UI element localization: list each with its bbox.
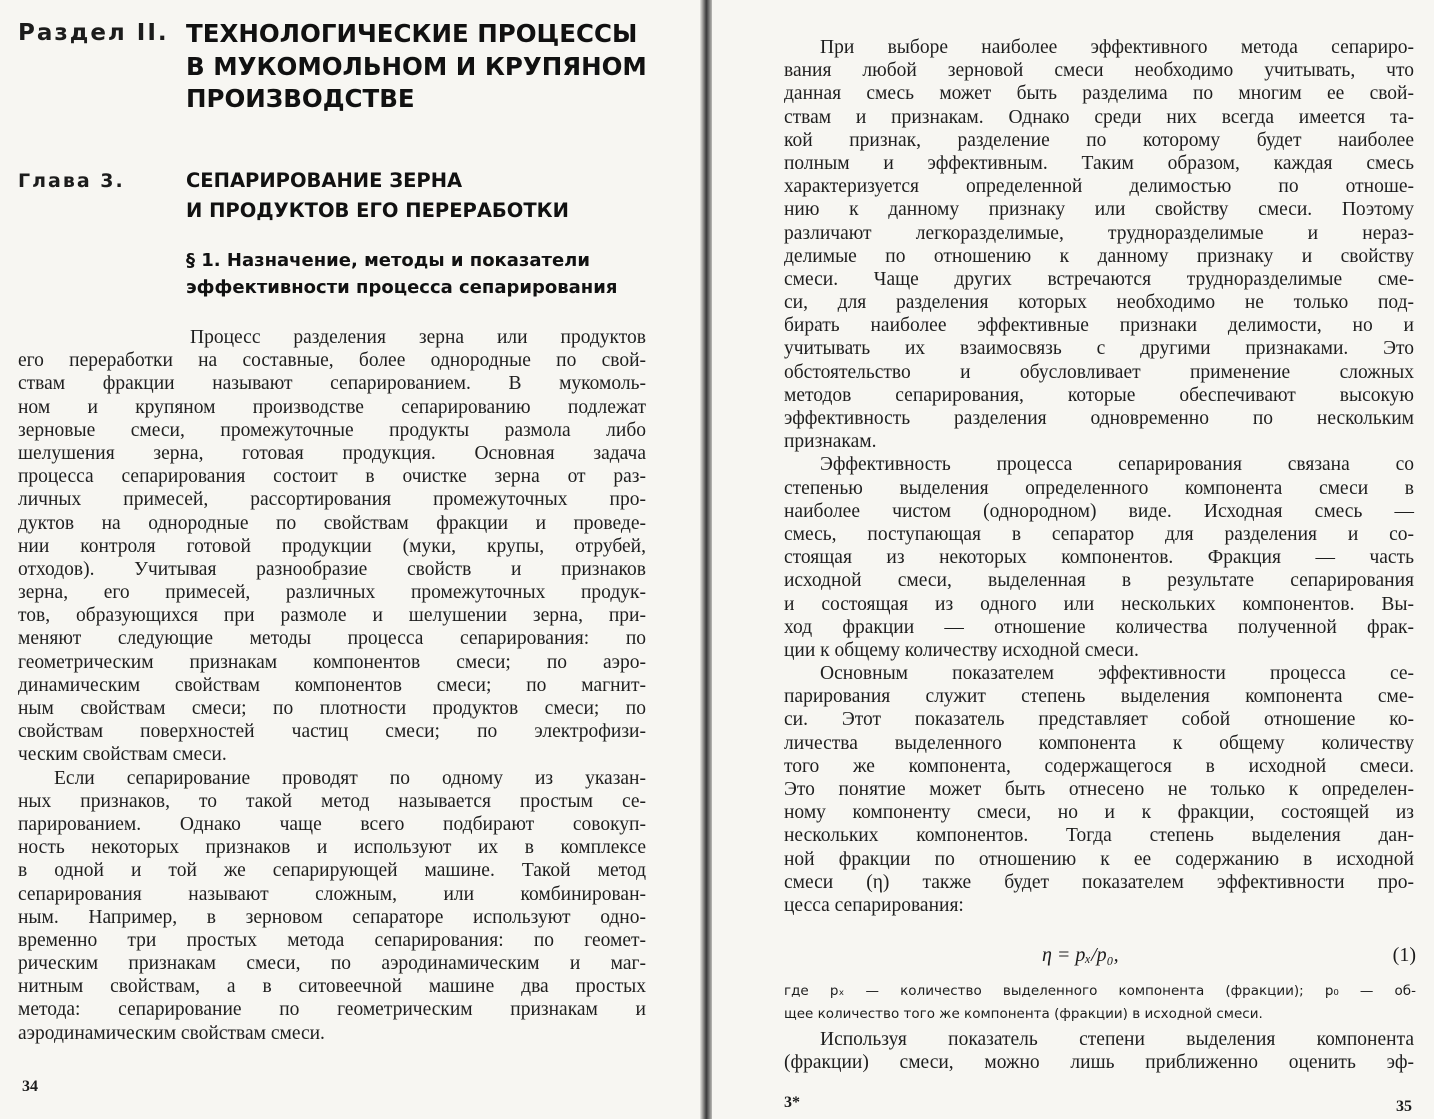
text-line: учитывать их взаимосвязь с другими признаками. Это — [784, 338, 1414, 360]
text-line: парирования служит степень выделения компонента сме- — [784, 686, 1414, 708]
footnote-line: где pₓ — количество выделенного компонента (фракции); p₀ — об- — [784, 983, 1416, 999]
text-line: ной фракции по отношению к ее содержанию в исходной — [784, 848, 1414, 870]
text-line: аэродинамическим свойствам смеси. — [18, 1022, 325, 1044]
text-line: геометрическим признакам компонентов смеси; по аэро- — [18, 651, 646, 673]
section-title-line: эффективности процесса сепарирования — [186, 277, 618, 298]
text-line: Это понятие может быть отнесено не только к определен- — [784, 779, 1414, 800]
text-line: нии контроля готовой продукции (муки, крупы, отрубей, — [18, 535, 646, 557]
part-title-line: ПРОИЗВОДСТВЕ — [186, 84, 415, 113]
right-body-text — [784, 36, 1414, 917]
text-line: свойствам поверхностей частиц смеси; по электрофизи- — [18, 721, 646, 743]
left-body-text — [18, 326, 646, 1045]
text-line: процесса сепарирования состоит в очистке зерна от раз- — [18, 466, 646, 488]
text-line: его переработки на составные, более однородные по свой- — [18, 350, 646, 372]
text-line: динамическим свойствам компонентов смеси; по магнит- — [18, 674, 646, 696]
text-line: признакам. — [784, 431, 877, 453]
formula — [784, 944, 1416, 972]
text-line: обстоятельство и обусловливает применение сложных — [784, 361, 1414, 383]
text-line: ствам фракции называют сепарированием. В мукомоль- — [18, 373, 646, 395]
text-line: степенью выделения определенного компонента смеси в — [784, 477, 1414, 499]
text-line: временно три простых метода сепарирования: по геомет- — [18, 929, 646, 951]
text-line: шелушения зерна, готовая продукция. Основная задача — [18, 442, 646, 464]
page-number-left: 34 — [22, 1078, 38, 1095]
text-line: Используя показатель степени выделения компонента — [820, 1029, 1414, 1050]
text-line: ствам и признакам. Однако среди них всегда имеется та- — [784, 106, 1414, 128]
chapter-title — [186, 166, 569, 226]
text-line: того же компонента, содержащегося в исходной смеси. — [784, 755, 1414, 777]
text-line: При выборе наиболее эффективного метода сепариро- — [820, 37, 1414, 58]
text-line: метода: сепарирование по геометрическим признакам и — [18, 999, 646, 1021]
signature-mark: 3* — [784, 1094, 800, 1111]
text-line: данная смесь может быть разделима по многим ее свой- — [784, 83, 1414, 105]
footnote-line: щее количество того же компонента (фракции) в исходной смеси. — [784, 1006, 1263, 1023]
text-line: смеси (η) также будет показателем эффективности про- — [784, 871, 1414, 893]
section-title-line: § 1. Назначение, методы и показатели — [186, 250, 590, 271]
text-line: личества выделенного компонента к общему количеству — [784, 732, 1414, 754]
text-line: ному компоненту смеси, но и к фракции, состоящей из — [784, 802, 1414, 824]
text-line: смесь, поступающая в сепаратор для разделения и со- — [784, 523, 1414, 545]
text-line: методов сепарирования, которые обеспечивают высокую — [784, 384, 1414, 406]
part-label: Раздел II. — [18, 20, 169, 46]
chapter-label: Глава 3. — [18, 170, 125, 192]
part-title — [186, 18, 647, 116]
text-line: меняют следующие методы процесса сепарирования: по — [18, 628, 646, 650]
text-line: ных признаков, то такой метод называется простым се- — [18, 790, 646, 812]
text-line: смеси. Чаще других встречаются трудноразделимые сме- — [784, 268, 1414, 290]
text-line: ным свойствам смеси; по плотности продуктов смеси; по — [18, 698, 646, 719]
text-line: исходной смеси, выделенная в результате сепарирования — [784, 570, 1414, 592]
formula-text: η = pₓ/p₀, — [1042, 944, 1119, 966]
text-line: цесса сепарирования: — [784, 894, 964, 916]
text-line: бирать наиболее эффективные признаки делимости, но и — [784, 315, 1414, 337]
text-line: нию к данному признаку или свойству смеси. Поэтому — [784, 199, 1414, 221]
formula-footnote — [784, 982, 1416, 1028]
text-line: дуктов на однородные по свойствам фракции и проведе- — [18, 512, 646, 534]
text-line: Эффективность процесса сепарирования связана со — [820, 454, 1414, 476]
text-line: наиболее чистом (однородном) виде. Исходная смесь — — [784, 500, 1414, 522]
text-line: нитным свойствам, а в ситовеечной машине два простых — [18, 976, 646, 998]
text-line: делимые по отношению к данному признаку и свойству — [784, 245, 1414, 267]
text-line: стоящая из некоторых компонентов. Фракция — часть — [784, 547, 1414, 569]
text-line: си, для разделения которых необходимо не только под- — [784, 292, 1414, 314]
formula-number: (1) — [1392, 944, 1416, 966]
part-title-line: ТЕХНОЛОГИЧЕСКИЕ ПРОЦЕССЫ — [186, 19, 638, 48]
text-line: характеризуется определенной делимостью по отноше- — [784, 176, 1414, 198]
text-line: кой признак, разделение по которому будет наиболее — [784, 129, 1414, 151]
right-tail-text — [784, 1028, 1414, 1074]
text-line: зерновые смеси, промежуточные продукты размола либо — [18, 419, 646, 441]
text-line: Если сепарирование проводят по одному из указан- — [54, 767, 646, 789]
text-line: си. Этот показатель представляет собой отношение ко- — [784, 709, 1414, 731]
page-number-right: 35 — [1396, 1098, 1412, 1115]
text-line: Основным показателем эффективности процесса се- — [820, 663, 1414, 685]
text-line: парированием. Однако чаще всего подбирают совокуп- — [18, 813, 646, 835]
section-title — [186, 247, 617, 301]
text-line: различают легкоразделимые, трудноразделимые и нераз- — [784, 222, 1414, 244]
text-line: и состоящая из одного или нескольких компонентов. Вы- — [784, 593, 1414, 615]
left-page — [0, 0, 704, 1119]
text-line: полным и эффективным. Таким образом, каждая смесь — [784, 152, 1414, 174]
text-line: в одной и той же сепарирующей машине. Такой метод — [18, 860, 646, 882]
text-line: ции к общему количеству исходной смеси. — [784, 639, 1139, 661]
text-line: ческим свойствам смеси. — [18, 744, 227, 766]
text-line: личных примесей, рассортирования промежуточных про- — [18, 489, 646, 511]
text-line: сепарирования называют сложным, или комбинирован- — [18, 883, 646, 905]
text-line: тов, образующихся при размоле и шелушении зерна, при- — [18, 605, 646, 627]
text-line: (фракции) смеси, можно лишь приближенно оценить эф- — [784, 1052, 1414, 1074]
right-page — [712, 0, 1434, 1119]
part-title-line: В МУКОМОЛЬНОМ И КРУПЯНОМ — [186, 51, 647, 81]
text-line: зерна, его примесей, различных промежуточных продук- — [18, 582, 646, 604]
chapter-title-line: И ПРОДУКТОВ ЕГО ПЕРЕРАБОТКИ — [186, 199, 569, 222]
text-line: рическим признакам смеси, по аэродинамическим и маг- — [18, 953, 646, 975]
chapter-title-line: СЕПАРИРОВАНИЕ ЗЕРНА — [186, 169, 463, 192]
text-line: ном и крупяном производстве сепарированию подлежат — [18, 396, 646, 418]
text-line: ход фракции — отношение количества полученной фрак- — [784, 616, 1414, 638]
text-line: эффективность разделения одновременно по нескольким — [784, 408, 1414, 429]
text-line: нескольких компонентов. Тогда степень выделения дан- — [784, 825, 1414, 847]
text-line: вания любой зерновой смеси необходимо учитывать, что — [784, 60, 1414, 82]
text-line: ность некоторых признаков и используют их в комплексе — [18, 837, 646, 859]
text-line: отходов). Учитывая разнообразие свойств и признаков — [18, 558, 646, 580]
text-line: ным. Например, в зерновом сепараторе используют одно- — [18, 906, 646, 928]
text-line: Процесс разделения зерна или продуктов — [190, 327, 646, 348]
